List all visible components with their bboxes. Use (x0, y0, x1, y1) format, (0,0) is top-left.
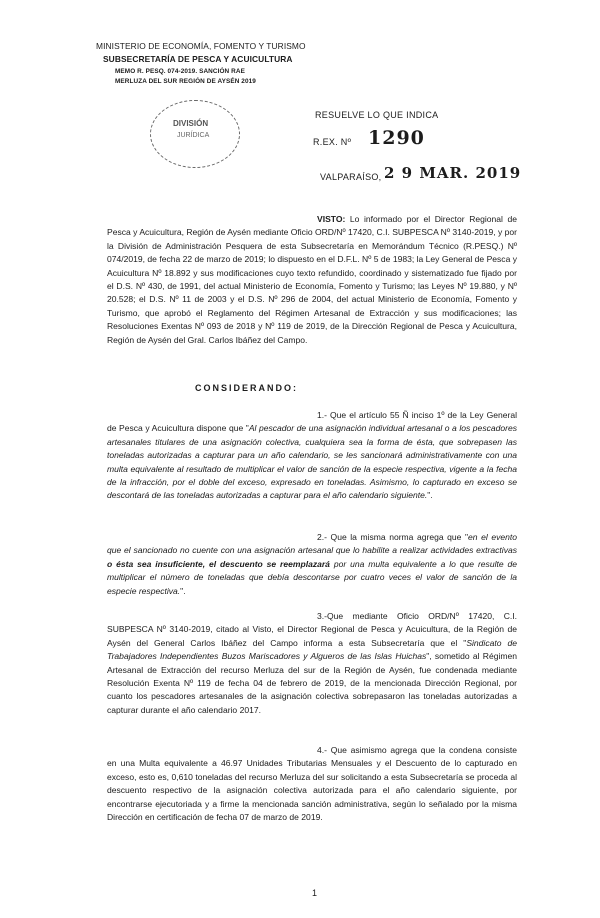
considerando-3 (107, 610, 517, 717)
ministry-name: MINISTERIO DE ECONOMÍA, FOMENTO Y TURISMO (96, 41, 306, 51)
considerando-1 (107, 409, 517, 503)
division-stamp (150, 100, 240, 168)
c2-quote-bold: o ésta sea insuficiente, el descuento se reemplazará (107, 558, 330, 569)
considerando-4 (107, 744, 517, 824)
c3-text-b: ", sometido al Régimen Artesanal de Extracción del recurso Merluza del sur de la Región de Aysén, fue condenada mediante Resolución Exenta Nº 119 de fecha 04 de febrero de 2019, de la mencionada Dirección Regional, por cuanto los pescadores artesanales de la asignación colectiva sobrepasaron las toneladas autorizadas a capturar durante el año calendario 2017. (107, 651, 517, 715)
considerando-heading: CONSIDERANDO: (195, 383, 299, 393)
visto-text: Lo informado por el Director Regional de Pesca y Acuicultura, Región de Aysén mediante Oficio ORD/Nº 17420, C.I. SUBPESCA Nº 3140-2019, y por la División de Administración Pesquera de esta Subsecretaría en Memorándum Técnico (R.PESQ.) Nº 074/2019, de fecha 22 de marzo de 2019; lo dispuesto en el D.F.L. Nº 5 de 1983; la Ley General de Pesca y Acuicultura Nº 18.892 y sus modificaciones cuyo texto refundido, coordinado y sistematizado fue fijado por el D.S. Nº 430, de 1991, del actual Ministerio de Economía, Fomento y Turismo; las Leyes Nº 19.880, y Nº 20.528; el D.S. Nº 11 de 2003 y el D.S. Nº 296 de 2004, del actual Ministerio de Economía, Fomento y Turismo, que aprobó el Reglamento del Régimen Artesanal de Extracción y sus modificaciones; las Resoluciones Exentas Nº 093 de 2018 y Nº 119 de 2019, de la Dirección Regional de Pesca y Acuicultura, Región de Aysén del Gral. Carlos Ibáñez del Campo. (107, 214, 518, 345)
rex-label: R.EX. Nº (313, 137, 352, 147)
resolves-label: RESUELVE LO QUE INDICA (315, 110, 439, 120)
stamp-line-2: JURÍDICA (177, 132, 210, 139)
memo-subject: MERLUZA DEL SUR REGIÓN DE AYSÉN 2019 (115, 78, 256, 85)
stamp-line-1: DIVISIÓN (173, 119, 209, 128)
undersecretariat-name: SUBSECRETARÍA DE PESCA Y ACUICULTURA (103, 54, 293, 64)
c3-quote: Sindicato de Trabajadores Independientes Buzos Mariscadores y Algueros de las Islas Huichas (107, 637, 517, 662)
c2-quote-b: por una multa equivalente a lo que resulte de multiplicar el número de toneladas que debía descontarse por cuatro veces el valor de sanción de la especie respectiva. (107, 558, 517, 596)
c1-intro: 1.- Que el artículo 55 Ñ inciso 1º de la Ley General de Pesca y Acuicultura dispone que " (107, 410, 517, 434)
c3-text-a: 3.-Que mediante Oficio ORD/Nº 17420, C.I. SUBPESCA Nº 3140-2019, citado al Visto, el Director Regional de Pesca y Acuicultura, de la Región de Aysén del General Carlos Ibáñez del Campo informa a esta Subsecretaría que el " (107, 611, 517, 648)
page-number: 1 (312, 888, 318, 898)
c1-end: ". (427, 490, 433, 501)
considerando-2 (107, 531, 517, 598)
resolution-date: 2 9 MAR. 2019 (384, 164, 522, 182)
visto-paragraph (107, 213, 517, 347)
resolution-number: 1290 (368, 127, 425, 149)
memo-reference: MEMO R. PESQ. 074-2019. SANCIÓN RAE (115, 68, 245, 75)
c2-intro: 2.- Que la misma norma agrega que " (317, 532, 469, 542)
c1-quote: Al pescador de una asignación individual artesanal o a los pescadores artesanales titulares de una asignación colectiva, cualquiera sea la forma de ésta, que sobrepasen las toneladas autorizadas a capturar para un año calendario, se les sancionará administrativamente con una multa equivalente al resultado de multiplicar el valor de sanción de la especie respectiva, vigente a la fecha de la infracción, por el doble del exceso, expresado en toneladas. Asimismo, lo capturado en exceso se descontará de las toneladas autorizadas a capturar para el año calendario siguiente. (107, 423, 517, 501)
c4-text: 4.- Que asimismo agrega que la condena consiste en una Multa equivalente a 46.97 Unidades Tributarias Mensuales y el Descuento de lo capturado en exceso, esto es, 0,610 toneladas del recurso Merluza del sur solicitando a esta Subsecretaría se proceda al descuento respectivo de la asignación colectiva autorizada para el año calendario siguiente, por encontrarse ejecutoriada y a firme la mencionada sanción administrativa, según lo señalado por la misma Dirección en certificación de fecha 07 de marzo de 2019. (107, 745, 517, 823)
visto-label: VISTO: (317, 214, 346, 224)
city-label: VALPARAÍSO, (320, 172, 382, 182)
c2-end: ". (180, 585, 186, 596)
c2-quote-a: en el evento que el sancionado no cuente con una asignación artesanal que lo habilite a realizar actividades extractivas (107, 532, 517, 556)
